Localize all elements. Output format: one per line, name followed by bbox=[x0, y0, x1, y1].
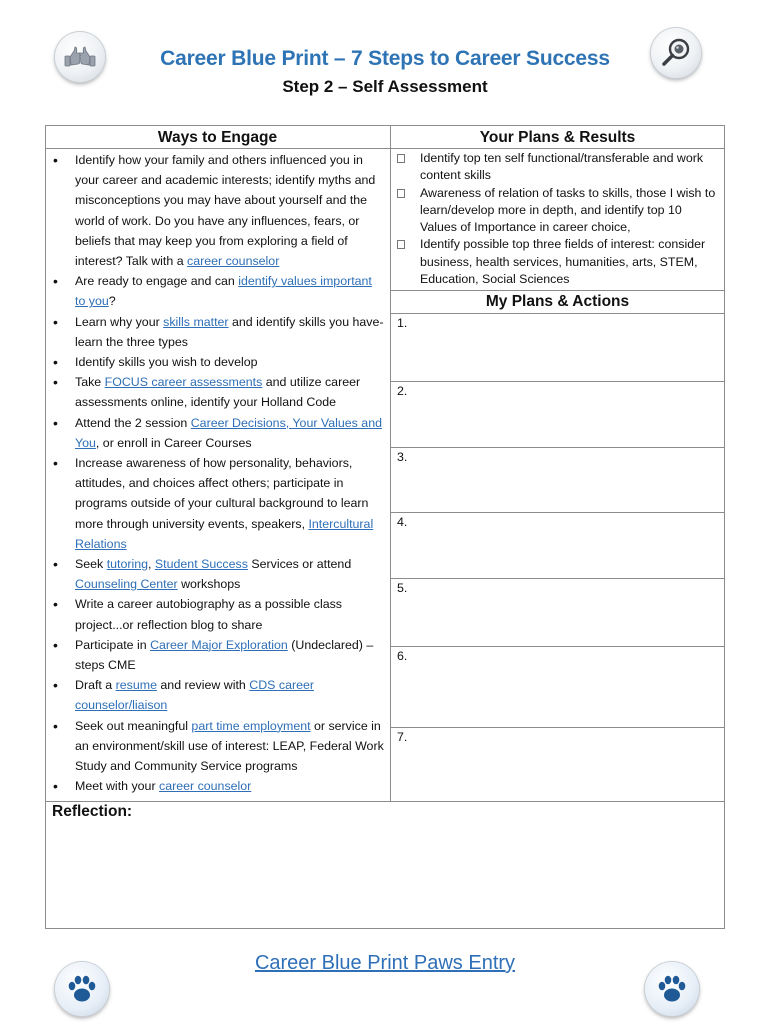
engage-link[interactable]: skills matter bbox=[163, 314, 229, 329]
paw-print-icon bbox=[654, 971, 690, 1007]
plan-result-text: Identify possible top three fields of interest: consider business, health services, humanities, arts, STEM, Education, Social Sciences bbox=[420, 237, 706, 287]
engage-item bbox=[50, 150, 385, 271]
engage-text: Seek bbox=[75, 557, 107, 572]
engage-item bbox=[50, 554, 385, 594]
plan-result-item bbox=[395, 236, 720, 288]
action-number[interactable]: 6. bbox=[397, 649, 408, 663]
action-row-divider bbox=[390, 727, 725, 728]
engage-link[interactable]: resume bbox=[115, 678, 157, 693]
action-row-divider bbox=[390, 578, 725, 579]
engage-text: and review with bbox=[156, 678, 250, 693]
engage-link[interactable]: Counseling Center bbox=[75, 577, 178, 592]
engage-text: Write a career autobiography as a possible class project...or reflection blog to share bbox=[75, 597, 342, 632]
paws-entry-link[interactable]: Career Blue Print Paws Entry bbox=[254, 952, 516, 974]
engage-text: Learn why your bbox=[75, 314, 164, 329]
engage-item bbox=[50, 776, 385, 796]
engage-item bbox=[50, 716, 385, 777]
engage-text: Increase awareness of how personality, behaviors, attitudes, and choices affect others; participate in programs outside of your cultural background to learn more through university events, speakers, bbox=[75, 456, 369, 531]
page-subtitle: Step 2 – Self Assessment bbox=[282, 77, 488, 96]
engage-text: and utilize career assessments online, identify your Holland Code bbox=[75, 375, 361, 410]
engage-link[interactable]: career counselor bbox=[159, 779, 252, 794]
checkbox-icon bbox=[397, 154, 405, 163]
plan-result-text: Identify top ten self functional/transferable and work content skills bbox=[420, 151, 704, 183]
action-number[interactable]: 7. bbox=[397, 730, 408, 744]
paw-print-icon bbox=[64, 971, 100, 1007]
engage-item bbox=[50, 675, 385, 715]
engage-text: Services or attend bbox=[247, 557, 352, 572]
engage-item bbox=[50, 372, 385, 412]
engage-text: Participate in bbox=[75, 637, 151, 652]
engage-text: and identify skills you have-learn the three types bbox=[75, 314, 384, 349]
action-row-divider bbox=[390, 512, 725, 513]
checkbox-icon bbox=[397, 189, 405, 198]
action-number[interactable]: 3. bbox=[397, 450, 408, 464]
engage-text: Draft a bbox=[75, 678, 116, 693]
ways-to-engage-heading: Ways to Engage bbox=[157, 129, 278, 146]
engage-item bbox=[50, 635, 385, 675]
my-plans-actions-heading: My Plans & Actions bbox=[485, 293, 630, 310]
engage-link[interactable]: identify values important to you bbox=[75, 274, 372, 309]
engage-text: , bbox=[148, 557, 155, 572]
engage-link[interactable]: part time employment bbox=[191, 718, 311, 733]
plan-result-item bbox=[395, 150, 720, 185]
engage-text: workshops bbox=[177, 577, 241, 592]
column-divider bbox=[390, 125, 391, 802]
engage-item bbox=[50, 594, 385, 634]
engage-link[interactable]: Career Major Exploration bbox=[150, 637, 288, 652]
engage-link[interactable]: Career Decisions, Your Values and You bbox=[75, 415, 382, 450]
engage-item bbox=[50, 271, 385, 311]
plan-result-text: Awareness of relation of tasks to skills, those I wish to learn/develop more in depth, and identify top 10 Values of Importance in career choice, bbox=[420, 185, 716, 235]
engage-text: Take bbox=[75, 375, 105, 390]
page-title: Career Blue Print – 7 Steps to Career Success bbox=[160, 47, 610, 70]
action-number[interactable]: 5. bbox=[397, 581, 408, 595]
engage-item bbox=[50, 312, 385, 352]
engage-link[interactable]: career counselor bbox=[187, 254, 280, 269]
engage-text: Are ready to engage and can bbox=[75, 274, 239, 289]
engage-link[interactable]: CDS career counselor/liaison bbox=[75, 678, 314, 713]
ways-to-engage-list bbox=[50, 150, 385, 797]
engage-link[interactable]: FOCUS career assessments bbox=[104, 375, 263, 390]
engage-text: Attend the 2 session bbox=[75, 415, 191, 430]
engage-item bbox=[50, 453, 385, 554]
engage-item bbox=[50, 352, 385, 372]
plan-result-item bbox=[395, 185, 720, 237]
reflection-box[interactable] bbox=[45, 801, 725, 929]
engage-text: Meet with your bbox=[75, 779, 160, 794]
engage-text: Identify skills you wish to develop bbox=[75, 355, 258, 370]
action-row-divider bbox=[390, 381, 725, 382]
engage-text: Seek out meaningful bbox=[75, 718, 192, 733]
engage-link[interactable]: Intercultural Relations bbox=[75, 516, 374, 551]
engage-text: , or enroll in Career Courses bbox=[95, 435, 252, 450]
engage-link[interactable]: tutoring bbox=[106, 557, 149, 572]
reflection-label: Reflection: bbox=[52, 803, 133, 820]
engage-text: or service in an environment/skill use of interest: LEAP, Federal Work Study and Community Service programs bbox=[75, 718, 384, 774]
action-number[interactable]: 1. bbox=[397, 316, 408, 330]
checkbox-icon bbox=[397, 240, 405, 249]
action-number[interactable]: 2. bbox=[397, 384, 408, 398]
engage-text: ? bbox=[108, 294, 116, 309]
plans-results-heading: Your Plans & Results bbox=[479, 129, 636, 146]
engage-item bbox=[50, 413, 385, 453]
engage-text: Identify how your family and others influenced you in your career and academic interests; identify myths and misconceptions you may have about yourself and the world of work. Do you have any influences, fears, or beliefs that may keep you from exploring a field of interest? Talk with a bbox=[75, 153, 376, 269]
action-row-divider bbox=[390, 646, 725, 647]
plans-results-list bbox=[395, 150, 720, 288]
table-header-divider bbox=[45, 148, 725, 149]
engage-text: (Undeclared) – steps CME bbox=[75, 637, 374, 673]
action-number[interactable]: 4. bbox=[397, 515, 408, 529]
action-row-divider bbox=[390, 447, 725, 448]
engage-link[interactable]: Student Success bbox=[154, 557, 248, 572]
actions-top-divider bbox=[390, 290, 725, 291]
actions-heading-divider bbox=[390, 313, 725, 314]
